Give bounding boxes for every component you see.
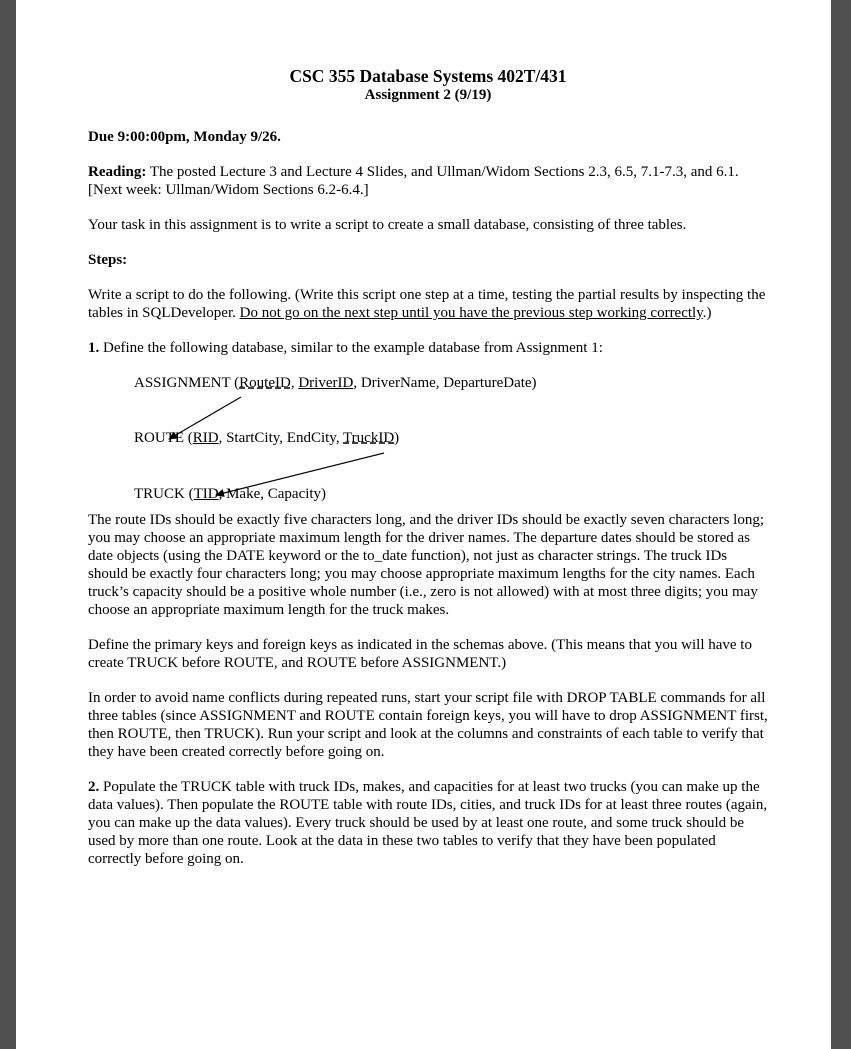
step1-number: 1. [88, 340, 100, 356]
due-date: Due 9:00:00pm, Monday 9/26. [88, 129, 281, 145]
step1-paragraph [88, 339, 768, 357]
arrow-route-to-truck [216, 453, 384, 495]
reading-paragraph [88, 163, 768, 199]
step2-paragraph [88, 778, 768, 868]
document-subtitle: Assignment 2 (9/19) [364, 87, 492, 103]
truck-tid: TID [193, 486, 219, 502]
intro-end: .) [702, 305, 712, 321]
arrow-assignment-to-route [169, 397, 241, 439]
foreign-key-arrows [88, 374, 768, 504]
assignment-route-id: RouteID [239, 375, 291, 391]
route-truck-id: TruckID [343, 430, 395, 446]
reading-label: Reading: [88, 164, 147, 180]
assignment-driver-id: DriverID [298, 375, 354, 391]
route-end: ) [394, 430, 400, 446]
drop-paragraph: In order to avoid name conflicts during repeated runs, start your script file with DROP TABLE commands for all three tables (since ASSIGNMENT and ROUTE contain foreign keys, you will have to drop ASSIGNMENT first, then ROUTE, then TRUCK). Run your script and look at the columns and constraints of each table to verify that they have been created correctly before going on. [88, 690, 768, 760]
task-paragraph: Your task in this assignment is to write a script to create a small database, consisting of three tables. [88, 217, 687, 233]
document-content [88, 66, 768, 885]
document-title: CSC 355 Database Systems 402T/431 [289, 66, 567, 86]
steps-heading: Steps: [88, 252, 128, 268]
assignment-table-name: ASSIGNMENT ( [134, 375, 240, 391]
route-rid: RID [192, 430, 219, 446]
step2-number: 2. [88, 779, 100, 795]
assignment-separator: , [290, 375, 299, 391]
truck-rest: , Make, Capacity) [218, 486, 327, 502]
intro-warning: Do not go on the next step until you have the previous step working correctly [239, 305, 703, 321]
ids-paragraph: The route IDs should be exactly five characters long, and the driver IDs should be exactly seven characters long; you may choose an appropriate maximum length for the driver names. The departure dates should be stored as date objects (using the DATE keyword or the to_date function), not just as character strings. The truck IDs should be exactly four characters long; you may choose appropriate maximum lengths for the city names. Each truck’s capacity should be a positive whole number (i.e., zero is not allowed) with at most three digits; you may choose an appropriate maximum length for the truck makes. [88, 512, 765, 618]
intro-text: Write a script to do the following. (Write this script one step at a time, testing the partial results by inspecting the tables in SQLDeveloper. [88, 287, 766, 321]
document-page [16, 0, 831, 1049]
route-table-name: ROUTE ( [134, 430, 193, 446]
keys-paragraph: Define the primary keys and foreign keys as indicated in the schemas above. (This means that you will have to create TRUCK before ROUTE, and ROUTE before ASSIGNMENT.) [88, 637, 752, 671]
reading-text: The posted Lecture 3 and Lecture 4 Slides, and Ullman/Widom Sections 2.3, 6.5, 7.1-7.3, and 6.1. [Next week: Ullman/Widom Sections 6.2-6.4.] [88, 164, 739, 198]
intro-paragraph [88, 286, 768, 322]
step1-text: Define the following database, similar to the example database from Assignment 1: [99, 340, 603, 356]
route-mid: , StartCity, EndCity, [218, 430, 344, 446]
step2-text: Populate the TRUCK table with truck IDs, makes, and capacities for at least two trucks (you can make up the data values). Then populate the ROUTE table with route IDs, cities, and truck IDs for at least three routes (again, you can make up the data values). Every truck should be used by at least one route, and some truck should be used by more than one route. Look at the data in these two tables to verify that they have been populated correctly before going on. [88, 779, 768, 867]
assignment-rest: , DriverName, DepartureDate) [353, 375, 537, 391]
truck-table-name: TRUCK ( [134, 486, 194, 502]
schema-diagram [88, 374, 768, 502]
